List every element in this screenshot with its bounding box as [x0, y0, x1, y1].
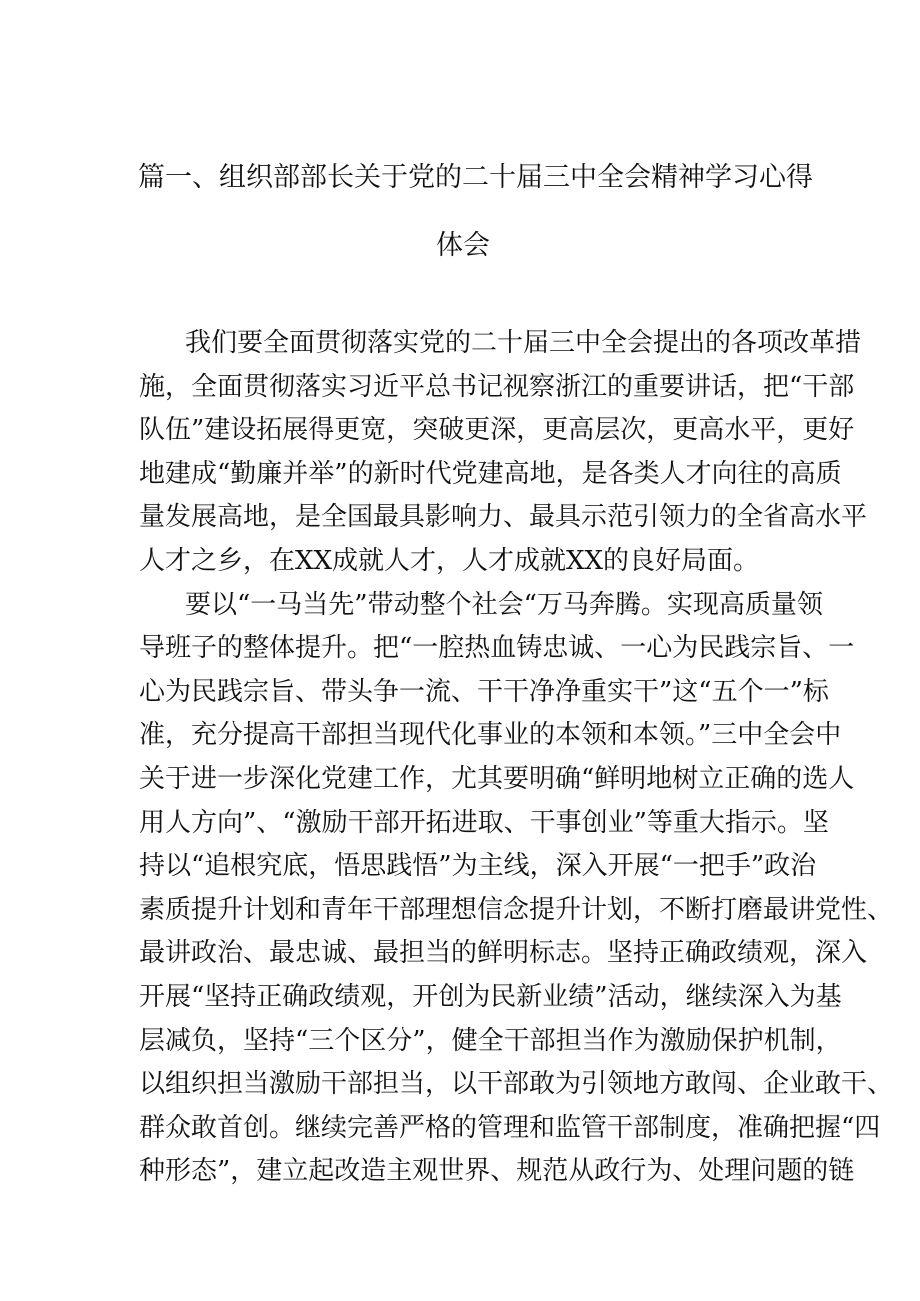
- text-line: 队伍”建设拓展得更宽，突破更深，更高层次，更高水平，更好: [139, 415, 855, 446]
- text-line: 准，充分提高干部担当现代化事业的本领和本领。”三中全会中: [139, 720, 842, 751]
- text-line: 用人方向”、“激励干部开拓进取、干事创业”等重大指示。坚: [139, 807, 829, 838]
- text-line: 人才之乡，在XX成就人才，人才成就XX的良好局面。: [139, 545, 760, 576]
- document-title-line-1: 篇一、组织部部长关于党的二十届三中全会精神学习心得: [138, 162, 813, 193]
- text-line: 地建成“勤廉并举”的新时代党建高地，是各类人才向往的高质: [139, 458, 842, 489]
- text-line: 层减负，坚持“三个区分”，健全干部担当作为激励保护机制，: [139, 1025, 842, 1056]
- paragraph-1: [139, 322, 868, 584]
- text-line: 种形态”，建立起改造主观世界、规范从政行为、处理问题的链: [139, 1156, 855, 1187]
- text-line: 量发展高地，是全国最具影响力、最具示范引领力的全省高水平: [139, 502, 868, 533]
- text-line: 关于进一步深化党建工作，尤其要明确“鲜明地树立正确的选人: [139, 763, 855, 794]
- text-line: 素质提升计划和青年干部理想信念提升计划，不断打磨最讲党性、: [139, 894, 894, 925]
- text-line: 施，全面贯彻落实习近平总书记视察浙江的重要讲话，把“干部: [139, 371, 855, 402]
- document-body: [139, 322, 894, 1194]
- text-line: 最讲政治、最忠诚、最担当的鲜明标志。坚持正确政绩观，深入: [139, 938, 868, 969]
- paragraph-2: [139, 584, 894, 1194]
- text-line: 开展“坚持正确政绩观，开创为民新业绩”活动，继续深入为基: [139, 981, 842, 1012]
- text-line: 以组织担当激励干部担当，以干部敢为引领地方敢闯、企业敢干、: [139, 1069, 894, 1100]
- document-title-line-2: 体会: [436, 230, 490, 261]
- text-line: 心为民践宗旨、带头争一流、干干净净重实干”这“五个一”标: [139, 676, 829, 707]
- text-line: 群众敢首创。继续完善严格的管理和监管干部制度，准确把握“四: [139, 1112, 881, 1143]
- text-line: 导班子的整体提升。把“一腔热血铸忠诚、一心为民践宗旨、一: [139, 633, 855, 664]
- text-line: 要以“一马当先”带动整个社会“万马奔腾。实现高质量领: [185, 589, 823, 620]
- text-line: 我们要全面贯彻落实党的二十届三中全会提出的各项改革措: [185, 328, 862, 358]
- text-line: 持以“追根究底，悟思践悟”为主线，深入开展“一把手”政治: [139, 851, 817, 882]
